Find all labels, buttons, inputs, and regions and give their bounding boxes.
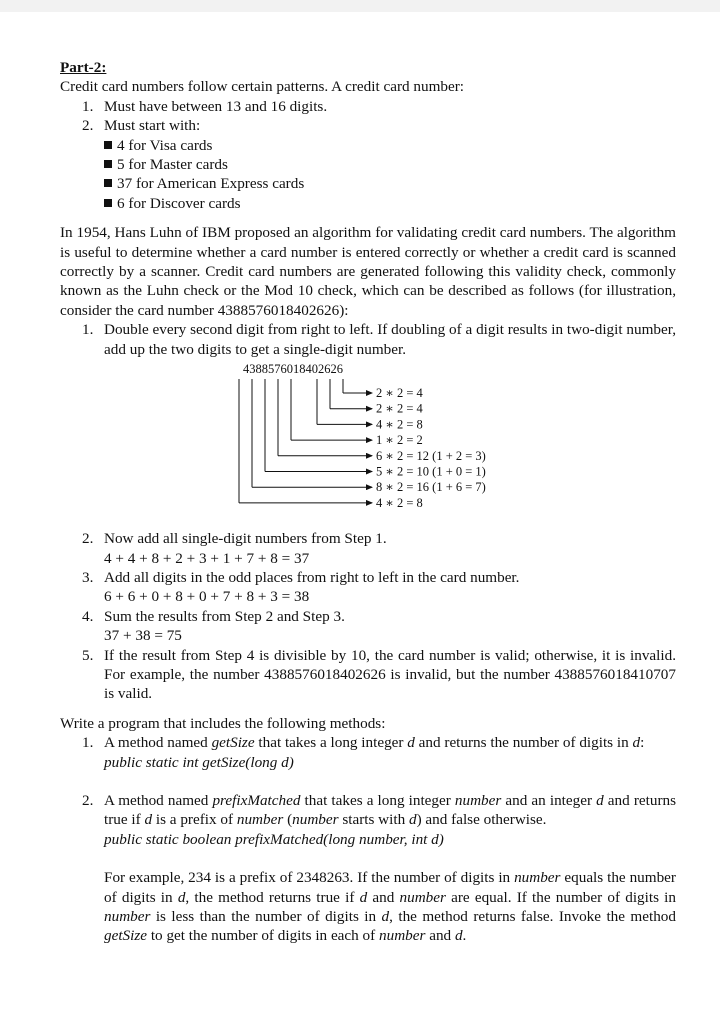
step-text: Add all digits in the odd places from right to left in the card number. bbox=[104, 568, 520, 586]
program-intro: Write a program that includes the following methods: bbox=[60, 714, 386, 732]
step-text: Sum the results from Step 2 and Step 3. bbox=[104, 607, 345, 625]
step-number: 2. bbox=[82, 530, 94, 548]
method-signature: public static int getSize(long d) bbox=[104, 753, 294, 771]
doubling-result: 2 ∗ 2 = 4 bbox=[376, 386, 423, 401]
doubling-result: 5 ∗ 2 = 10 (1 + 0 = 1) bbox=[376, 464, 486, 479]
square-bullet-icon bbox=[104, 141, 112, 149]
doubling-result: 4 ∗ 2 = 8 bbox=[376, 495, 423, 510]
prefix-text: 37 for American Express cards bbox=[117, 175, 305, 193]
method-name: prefixMatched bbox=[212, 791, 301, 809]
method-item: 1. A method named getSize that takes a long integer d and returns the number of digits in d: bbox=[82, 734, 645, 752]
step-item bbox=[60, 568, 676, 587]
square-bullet-icon bbox=[104, 160, 112, 168]
prefix-text: 6 for Discover cards bbox=[117, 194, 241, 212]
methods-list bbox=[60, 733, 676, 752]
rule-item bbox=[60, 116, 676, 135]
step-calculation: 37 + 38 = 75 bbox=[104, 627, 182, 645]
step-calc bbox=[60, 549, 676, 568]
step-calculation: 4 + 4 + 8 + 2 + 3 + 1 + 7 + 8 = 37 bbox=[104, 549, 310, 567]
step-number: 5. bbox=[82, 646, 94, 664]
rules-list bbox=[60, 97, 676, 136]
luhn-diagram-svg bbox=[60, 359, 676, 529]
method-item: 2. A method named prefixMatched that takes a long integer number and an integer d and returns true if d is a prefix of number (number starts with d) and false otherwise. bbox=[82, 791, 677, 829]
step-number: 3. bbox=[82, 568, 94, 586]
step-text: Now add all single-digit numbers from Step 1. bbox=[104, 530, 387, 548]
step-number: 4. bbox=[82, 607, 94, 625]
prefix-item bbox=[60, 194, 676, 213]
example-paragraph: For example, 234 is a prefix of 2348263. If the number of digits in number equals the number of digits in d, the method returns true if d and number are equal. If the number of digits in number is less than the number of digits in d, the method returns false. Invoke the method getSize to get the number of digits in each of number and d. bbox=[104, 869, 676, 945]
diagram-results bbox=[376, 386, 486, 510]
prefix-item bbox=[60, 155, 676, 174]
steps-list bbox=[60, 529, 676, 704]
rule-number: 2. bbox=[82, 117, 94, 135]
step-calc bbox=[60, 626, 676, 645]
luhn-diagram bbox=[60, 359, 676, 529]
step-item bbox=[60, 646, 676, 704]
square-bullet-icon bbox=[104, 179, 112, 187]
prefix-text: 5 for Master cards bbox=[117, 156, 228, 174]
method-number: 1. bbox=[82, 734, 94, 752]
rule-item bbox=[60, 97, 676, 116]
prefix-text: 4 for Visa cards bbox=[117, 136, 213, 154]
doubling-result: 1 ∗ 2 = 2 bbox=[376, 433, 423, 448]
method-number: 2. bbox=[82, 791, 94, 809]
step1-list bbox=[60, 320, 676, 359]
section-title: Part-2: bbox=[60, 59, 107, 76]
step-item bbox=[60, 320, 676, 359]
step-number: 1. bbox=[82, 321, 94, 339]
doubling-result: 4 ∗ 2 = 8 bbox=[376, 417, 423, 432]
doubling-result: 2 ∗ 2 = 4 bbox=[376, 401, 423, 416]
step-calc bbox=[60, 587, 676, 606]
document-body bbox=[60, 58, 676, 946]
prefix-item bbox=[60, 136, 676, 155]
card-number-label: 4388576018402626 bbox=[243, 362, 343, 377]
step-item bbox=[60, 607, 676, 626]
prefix-list bbox=[60, 136, 676, 214]
method-signature: public static boolean prefixMatched(long number, int d) bbox=[104, 830, 444, 848]
prefix-item bbox=[60, 174, 676, 193]
rule-number: 1. bbox=[82, 97, 94, 115]
document-page bbox=[0, 12, 720, 1019]
step-text: Double every second digit from right to left. If doubling of a digit results in two-digit number, add up the two digits to get a single-digit number. bbox=[104, 321, 676, 358]
luhn-paragraph: In 1954, Hans Luhn of IBM proposed an algorithm for validating credit card numbers. The algorithm is useful to determine whether a card number is entered correctly or whether a credit card is scanned correctly by a scanner. Credit card numbers are generated following this validity check, commonly known as the Luhn check or the Mod 10 check, which can be described as follows (for illustration, consider the card number 4388576018402626): bbox=[60, 224, 676, 319]
square-bullet-icon bbox=[104, 199, 112, 207]
rule-text: Must have between 13 and 16 digits. bbox=[104, 97, 328, 115]
step-calculation: 6 + 6 + 0 + 8 + 0 + 7 + 8 + 3 = 38 bbox=[104, 588, 310, 606]
step-text: If the result from Step 4 is divisible by 10, the card number is valid; otherwise, it is invalid. For example, the number 4388576018402626 is invalid, but the number 4388576018410707 is valid. bbox=[104, 646, 676, 703]
step-item bbox=[60, 529, 676, 548]
method-name: getSize bbox=[211, 734, 255, 752]
doubling-result: 6 ∗ 2 = 12 (1 + 2 = 3) bbox=[376, 448, 486, 463]
rule-text: Must start with: bbox=[104, 117, 201, 135]
intro-text: Credit card numbers follow certain patterns. A credit card number: bbox=[60, 78, 465, 96]
methods-list-2 bbox=[60, 791, 676, 830]
doubling-result: 8 ∗ 2 = 16 (1 + 6 = 7) bbox=[376, 480, 486, 495]
diagram-connector-lines bbox=[239, 379, 372, 503]
